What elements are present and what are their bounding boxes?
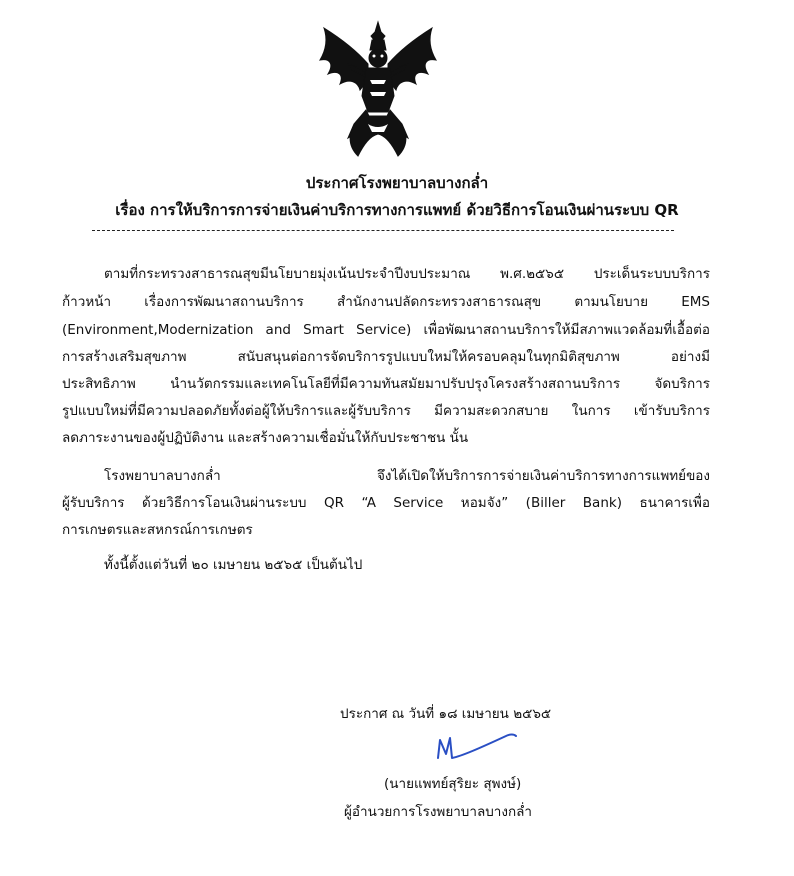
garuda-emblem-icon — [318, 20, 438, 160]
paragraph-1-line-6: รูปแบบใหม่ที่มีความปลอดภัยทั้งต่อผู้ให้บริการและผู้รับบริการ มีความสะดวกสบาย ในการ เข้ารับบริการ — [62, 403, 710, 419]
announcement-date: ประกาศ ณ วันที่ ๑๘ เมษายน ๒๕๖๕ — [340, 706, 552, 722]
announcement-subject: เรื่อง การให้บริการการจ่ายเงินค่าบริการทางการแพทย์ ด้วยวิธีการโอนเงินผ่านระบบ QR — [115, 201, 679, 219]
paragraph-2-line-1: โรงพยาบาลบางกล่ำ จึงได้เปิดให้บริการการจ่ายเงินค่าบริการทางการแพทย์ของ — [104, 468, 710, 484]
effective-date: ทั้งนี้ตั้งแต่วันที่ ๒๐ เมษายน ๒๕๖๕ เป็นต้นไป — [104, 557, 363, 573]
paragraph-1-line-2: ก้าวหน้า เรื่องการพัฒนาสถานบริการ สำนักงานปลัดกระทรวงสาธารณสุข ตามนโยบาย EMS — [62, 294, 710, 310]
handwritten-signature — [428, 728, 528, 768]
announcement-title: ประกาศโรงพยาบาลบางกล่ำ — [305, 174, 489, 192]
paragraph-1-line-3: (Environment,Modernization and Smart Service) เพื่อพัฒนาสถานบริการให้มีสภาพแวดล้อมที่เอื้อต่อ — [62, 322, 710, 338]
paragraph-2-line-3: การเกษตรและสหกรณ์การเกษตร — [62, 522, 253, 538]
paragraph-1-line-5: ประสิทธิภาพ นำนวัตกรรมและเทคโนโลยีที่มีความทันสมัยมาปรับปรุงโครงสร้างสถานบริการ จัดบริการ — [62, 376, 710, 392]
signer-name: (นายแพทย์สุริยะ สุพงษ์) — [384, 776, 522, 792]
paragraph-1-line-7: ลดภาระงานของผู้ปฏิบัติงาน และสร้างความเชื่อมั่นให้กับประชาชน นั้น — [62, 430, 469, 446]
paragraph-1-line-1: ตามที่กระทรวงสาธารณสุขมีนโยบายมุ่งเน้นประจำปีงบประมาณ พ.ศ.๒๕๖๕ ประเด็นระบบบริการ — [104, 266, 710, 282]
dashed-divider — [92, 230, 674, 231]
paragraph-1-line-4: การสร้างเสริมสุขภาพ สนับสนุนต่อการจัดบริการรูปแบบใหม่ให้ครอบคลุมในทุกมิติสุขภาพ อย่างมี — [62, 349, 710, 365]
paragraph-2-line-2: ผู้รับบริการ ด้วยวิธีการโอนเงินผ่านระบบ QR “A Service หอมจัง” (Biller Bank) ธนาคารเพื่อ — [62, 495, 710, 511]
signer-position: ผู้อำนวยการโรงพยาบาลบางกล่ำ — [344, 804, 532, 820]
